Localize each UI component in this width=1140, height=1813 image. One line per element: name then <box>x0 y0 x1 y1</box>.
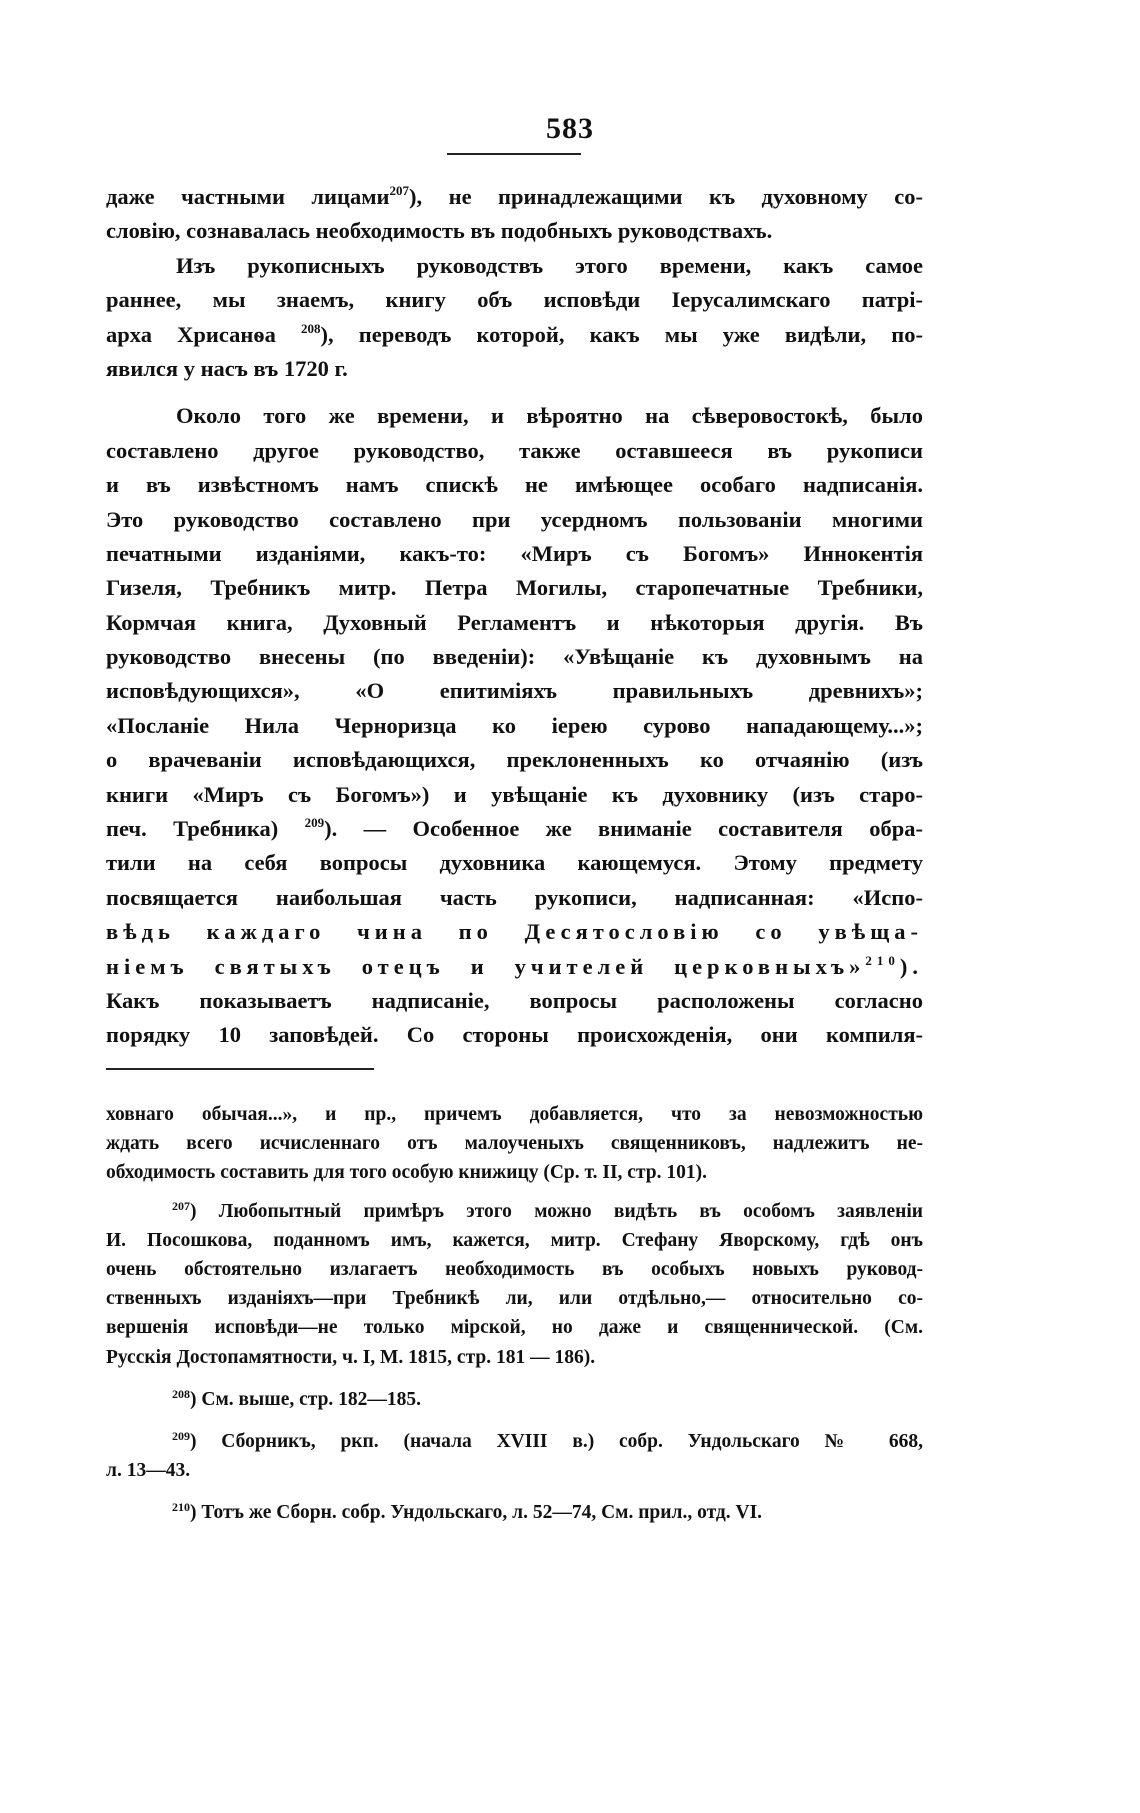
text-line: даже частными лицами$^{207}$), не принадлежащими къ духовному со- <box>106 183 923 209</box>
text-line: печатными изданіями, какъ-то: «Миръ съ Богомъ» Иннокентія <box>106 540 923 566</box>
footnote-line: л. 13—43. <box>106 1460 191 1482</box>
text-line: Кормчая книга, Духовный Регламентъ и нѣкоторыя другія. Въ <box>106 609 923 635</box>
footnote-mark: 209 <box>172 1428 190 1443</box>
text-line: ніемъ святыхъ отецъ и учителей церковныхъ»$^{210}$). <box>106 952 923 979</box>
footnotes <box>106 1100 923 1527</box>
footnote-ref: 207 <box>389 183 409 198</box>
footnote-line: ственныхъ изданіяхъ—при Требникѣ ли, или отдѣльно,— относительно со- <box>106 1288 923 1310</box>
text-line: явился у насъ въ 1720 г. <box>106 355 348 381</box>
footnote-line: вершенія исповѣди—не только мірской, но даже и священнической. (См. <box>106 1317 923 1339</box>
text-line: посвящается наибольшая часть рукописи, надписанная: «Испо- <box>106 884 923 910</box>
main-text <box>106 180 923 1053</box>
footnote-207: $^{207}$) Любопытный примѣръ этого можно видѣть въ особомъ заявленіи <box>172 1198 923 1222</box>
footnote-mark: 210 <box>172 1500 190 1515</box>
footnote-209: $^{209}$) Сборникъ, ркп. (начала XVIII в.) собр. Ундольскаго № 668, <box>172 1428 923 1452</box>
footnote-line: ховнаго обычая...», и пр., причемъ добавляется, что за невозможностью <box>106 1104 923 1125</box>
footnote-line: И. Посошкова, поданномъ имъ, кажется, митр. Стефану Яворскому, гдѣ онъ <box>106 1229 923 1251</box>
text-line: о врачеваніи исповѣдающихся, преклоненныхъ ко отчаянію (изъ <box>106 747 923 773</box>
text-line: книги «Миръ съ Богомъ») и увѣщаніе къ духовнику (изъ старо- <box>106 781 923 807</box>
text-line: руководство внесены (по введеніи): «Увѣщаніе къ духовнымъ на <box>106 644 923 670</box>
text-line: Около того же времени, и вѣроятно на сѣверовостокѣ, было <box>176 403 923 429</box>
text-line: словію, сознавалась необходимость въ подобныхъ руководствахъ. <box>106 218 773 244</box>
text-line: «Посланіе Нила Черноризца ко іерею сурово нападающему...»; <box>106 712 923 738</box>
text-line: Изъ рукописныхъ руководствъ этого времени, какъ самое <box>176 252 923 278</box>
footnote-line: ждать всего исчисленнаго отъ малоученыхъ священниковъ, надлежитъ не- <box>106 1133 923 1155</box>
footnote-mark: 208 <box>172 1386 190 1401</box>
text-line: тили на себя вопросы духовника кающемуся. Этому предмету <box>106 850 923 876</box>
header-rule <box>447 153 581 155</box>
footnote-line: Русскія Достопамятности, ч. I, М. 1815, стр. 181 — 186). <box>106 1346 596 1368</box>
text-line: порядку 10 заповѣдей. Со стороны происхожденія, они компиля- <box>106 1022 923 1048</box>
text-line: исповѣдующихся», «О епитиміяхъ правильныхъ древнихъ»; <box>106 678 923 704</box>
page-number: 583 <box>546 112 594 145</box>
text-line: составлено другое руководство, также оставшееся въ рукописи <box>106 437 923 463</box>
text-line: арха Хрисанѳа $^{208}$), переводъ которой, какъ мы уже видѣли, по- <box>106 320 923 347</box>
footnote-ref: 208 <box>301 320 321 336</box>
footnote-210: $^{210}$) Тотъ же Сборн. собр. Ундольскаго, л. 52—74, См. прил., отд. VI. <box>172 1500 763 1524</box>
text-line: вѣдь каждаго чина по Десятословію со увѣща- <box>106 919 923 945</box>
footnote-ref: 210 <box>865 952 900 968</box>
text-line: Это руководство составлено при усердномъ пользованіи многими <box>106 506 923 532</box>
footnote-mark: 207 <box>172 1198 190 1213</box>
text-line: печ. Требника) $^{209}$). — Особенное же вниманіе составителя обра- <box>106 815 923 842</box>
footnote-separator <box>106 1068 374 1070</box>
text-line: раннее, мы знаемъ, книгу объ исповѣди Іерусалимскаго патрі- <box>106 287 923 313</box>
footnote-line: очень обстоятельно излагаетъ необходимость въ особыхъ новыхъ руковод- <box>106 1258 923 1280</box>
footnote-line: обходимость составить для того особую книжицу (Ср. т. II, стр. 101). <box>106 1162 707 1184</box>
text-line: Гизеля, Требникъ митр. Петра Могилы, старопечатные Требники, <box>106 575 923 601</box>
text-line: Какъ показываетъ надписаніе, вопросы расположены согласно <box>106 987 923 1013</box>
footnote-ref: 209 <box>304 815 325 831</box>
text-line: и въ извѣстномъ намъ спискѣ не имѣющее особаго надписанія. <box>106 472 923 498</box>
footnote-208: $^{208}$) См. выше, стр. 182—185. <box>172 1386 422 1410</box>
